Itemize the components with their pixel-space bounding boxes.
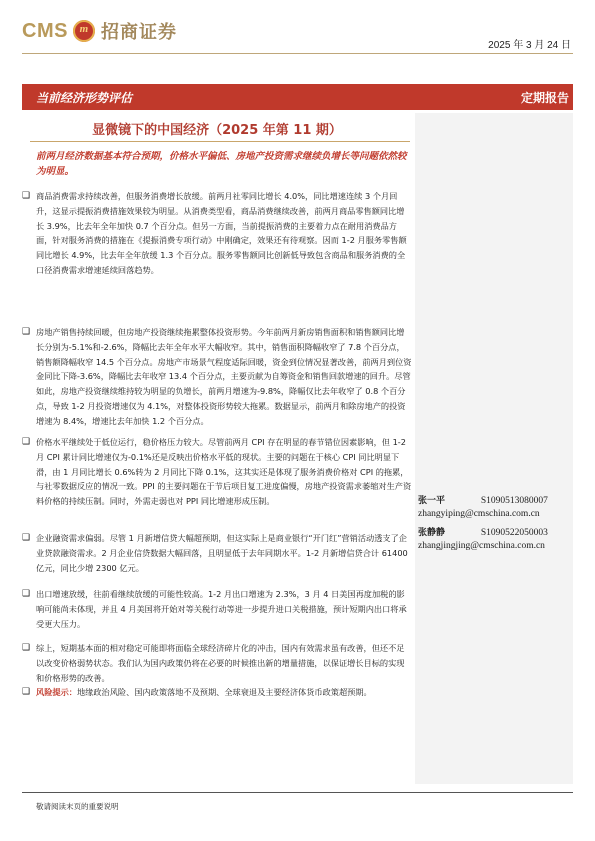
checkbox-bullet-icon: ❑ [22,533,31,543]
analyst-email[interactable]: zhangyiping@cmschina.com.cn [418,509,540,519]
footer-divider [22,792,573,793]
analyst-name: 张静静 [418,528,446,538]
risk-warning [36,685,412,700]
report-summary: 前两月经济数据基本符合预期，价格水平偏低、房地产投资需求继续负增长等问题依然较为明显。 [36,151,407,177]
paragraph-credit [22,531,412,575]
paragraph-text: 出口增速放缓，往前看继续放缓的可能性较高。1-2 月出口增速为 2.3%，3 月 4 日美国再度加税的影响可能尚未体现，并且 4 月美国将开始对等关税行动等进一步提升进口关税措施，预计短期内出口将承受更大压力。 [36,589,407,629]
checkbox-bullet-icon: ❑ [22,687,31,697]
checkbox-bullet-icon: ❑ [22,437,31,447]
paragraph-text: 价格水平继续处于低位运行，稳价格压力较大。尽管前两月 CPI 存在明显的春节错位因素影响，但 1-2 月 CPI 累计同比增速仅为-0.1%还是反映出价格水平低的现状。主要的问题在于核心 CPI 同比明显下滑，由 1 月同比增长 0.6%转为 2 月同比下降 0.1%，这其实还是体现了服务消费价格对 CPI 的拖累，与社零数据反应的情况一致。PPI 的主要问题在于节后项目复工进度偏慢，房地产投资需求萎缩对生产资料价格的持续压制。同时，外需走弱也对 PPI 同比增速形成压制。 [36,437,412,507]
paragraph-text: 房地产销售持续回暖，但房地产投资继续拖累整体投资形势。今年前两月新房销售面积和销售额同比增长分别为-5.1%和-2.6%，降幅比去年全年水平大幅收窄。其中，销售面积降幅收窄了 7.8 个百分点，销售额降幅收窄 14.5 个百分点。房地产市场景气程度适际回暖，资金到位情况显著改善，前两月到位资金同比下降-3.6%，降幅比去年收窄 13.4 个百分点，主要贡献为自筹资金和销售回款增速的回升。尽管如此，房地产投资继续维持较为明显的负增长，前两月增速为-9.8%，降幅仅比去年收窄了 0.8 个百分点，导致 1-2 月投资增速仅为 4.1%，对整体投资形势较大拖累。数据显示，前两月和除房地产的投资增速为 8.4%，增速比去年加快 1.2 个百分点。 [36,327,412,426]
title-divider [30,141,410,142]
analyst-2 [418,525,548,538]
checkbox-bullet-icon: ❑ [22,191,31,201]
paragraph-conclusion [22,641,412,685]
report-title: 显微镜下的中国经济（2025 年第 11 期） [92,123,342,138]
logo-cms-text: CMS [22,19,68,42]
footer-disclaimer: 敬请阅读末页的重要说明 [36,802,119,811]
logo-emblem-icon: m [73,20,95,42]
brand-logo [22,14,177,48]
paragraph-risk [22,685,412,700]
analyst-name: 张一平 [418,496,446,506]
analyst-sidebar [415,113,573,784]
checkbox-bullet-icon: ❑ [22,327,31,337]
analyst-email[interactable]: zhangjingjing@cmschina.com.cn [418,541,545,551]
paragraph-text: 综上，短期基本面的相对稳定可能即将面临全球经济碎片化的冲击，国内有效需求虽有改善，但还不足以改变价格弱势状态。我们认为国内政策仍将在必要的时候推出新的增量措施，以保证增长目标的实现和价格形势的改善。 [36,643,405,683]
analyst-1 [418,493,548,506]
checkbox-bullet-icon: ❑ [22,589,31,599]
analyst-license-code: S1090513080007 [480,496,548,506]
paragraph-prices [22,435,412,509]
paragraph-real-estate [22,325,412,429]
risk-text: 地缘政治风险、国内政策落地不及预期、全球衰退及主要经济体货币政策超预期。 [76,687,372,697]
paragraph-text: 企业融资需求偏弱。尽管 1 月新增信贷大幅超预期，但这实际上是商业银行“开门红”营销活动透支了企业贷款融资需求。2 月企业信贷数据大幅回落，且明显低于去年同期水平。1-2 月新增信贷合计 61400 亿元，同比少增 2300 亿元。 [36,533,408,573]
logo-chinese-name: 招商证券 [100,22,177,43]
paragraph-exports [22,587,412,631]
checkbox-bullet-icon: ❑ [22,643,31,653]
risk-label: 风险提示： [36,687,77,697]
banner-report-type: 定期报告 [520,91,569,105]
banner-category: 当前经济形势评估 [36,91,133,105]
header-divider [22,53,573,54]
report-date: 2025 年 3 月 24 日 [488,40,571,51]
paragraph-consumption [22,189,412,278]
analyst-license-code: S1090522050003 [480,528,548,538]
paragraph-text: 商品消费需求持续改善，但服务消费增长放缓。前两月社零同比增长 4.0%，同比增速连续 3 个月回升，这显示提振消费措施效果较为明显。从消费类型看，商品消费继续改善，前两月商品零售额同比增长 3.9%，比去年全年加快 0.7 个百分点。但另一方面，当前提振消费的主要着力点在耐用消费品方面，针对服务消费的措施在《提振消费专项行动》中刚确定，效果还有待观察。因而 1-2 月服务零售额同比增长 4.9%，比去年全年放缓 1.3 个百分点。服务零售额同比创新低导致包含商品和服务消费的全口径消费需求增速延续回落趋势。 [36,191,407,275]
